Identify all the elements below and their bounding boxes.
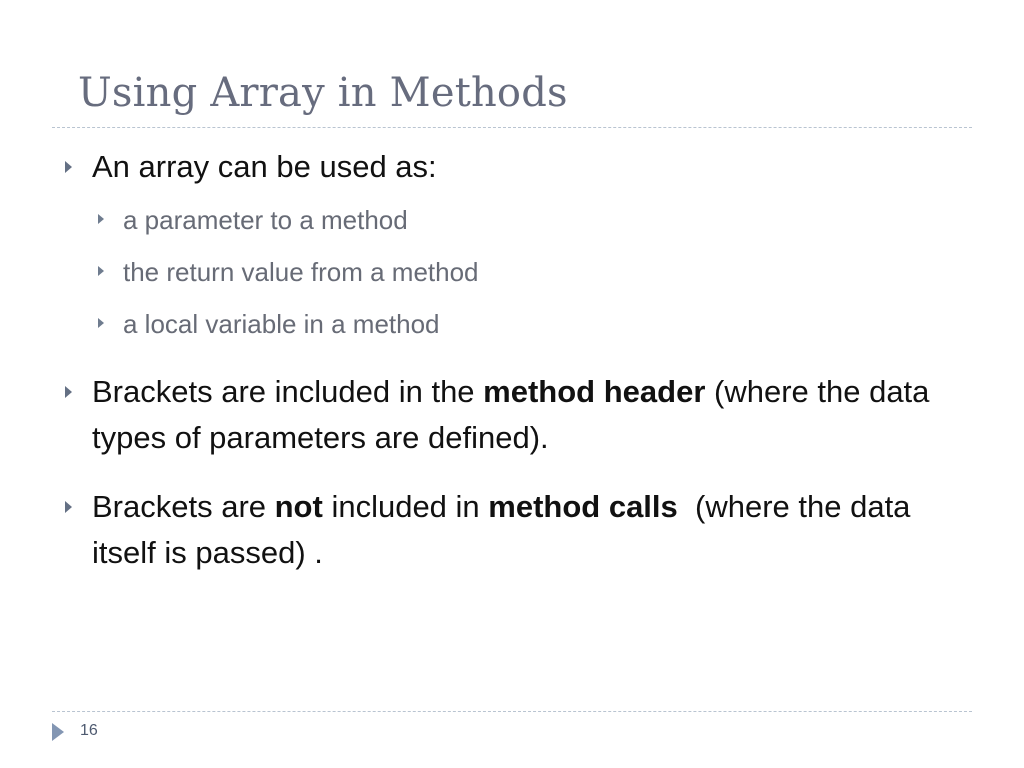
bullet-text: An array can be used as: xyxy=(92,149,437,184)
bullet-text-pre: Brackets are included in the xyxy=(92,374,484,409)
sub-bullet-text: a local variable in a method xyxy=(123,309,440,339)
sub-bullet-parameter xyxy=(123,205,408,235)
bullet-arrow-icon xyxy=(65,161,72,173)
bullet-text-post: (where the data types of parameters are defined). xyxy=(92,374,930,455)
bullet-text-bold-not: not xyxy=(274,489,323,524)
bullet-method-calls xyxy=(92,484,952,576)
bullet-text-post: (where the data itself is passed) . xyxy=(92,489,920,570)
bullet-method-header xyxy=(92,369,952,461)
title-divider xyxy=(52,127,972,128)
footer-arrow-icon xyxy=(52,723,64,741)
sub-bullet-return-value xyxy=(123,257,479,287)
sub-bullet-arrow-icon xyxy=(98,266,104,276)
slide-title: Using Array in Methods xyxy=(78,70,568,116)
page-number: 16 xyxy=(80,722,98,739)
sub-bullet-local-variable xyxy=(123,309,440,339)
sub-bullet-arrow-icon xyxy=(98,214,104,224)
footer-divider xyxy=(52,711,972,712)
sub-bullet-arrow-icon xyxy=(98,318,104,328)
bullet-array-uses xyxy=(92,144,437,190)
bullet-text-mid: included in xyxy=(322,489,489,524)
bullet-text-bold-method-calls: method calls xyxy=(488,489,678,524)
bullet-text-pre: Brackets are xyxy=(92,489,275,524)
bullet-arrow-icon xyxy=(65,501,72,513)
sub-bullet-text: the return value from a method xyxy=(123,257,479,287)
bullet-text-bold: method header xyxy=(483,374,706,409)
bullet-arrow-icon xyxy=(65,386,72,398)
sub-bullet-text: a parameter to a method xyxy=(123,205,408,235)
